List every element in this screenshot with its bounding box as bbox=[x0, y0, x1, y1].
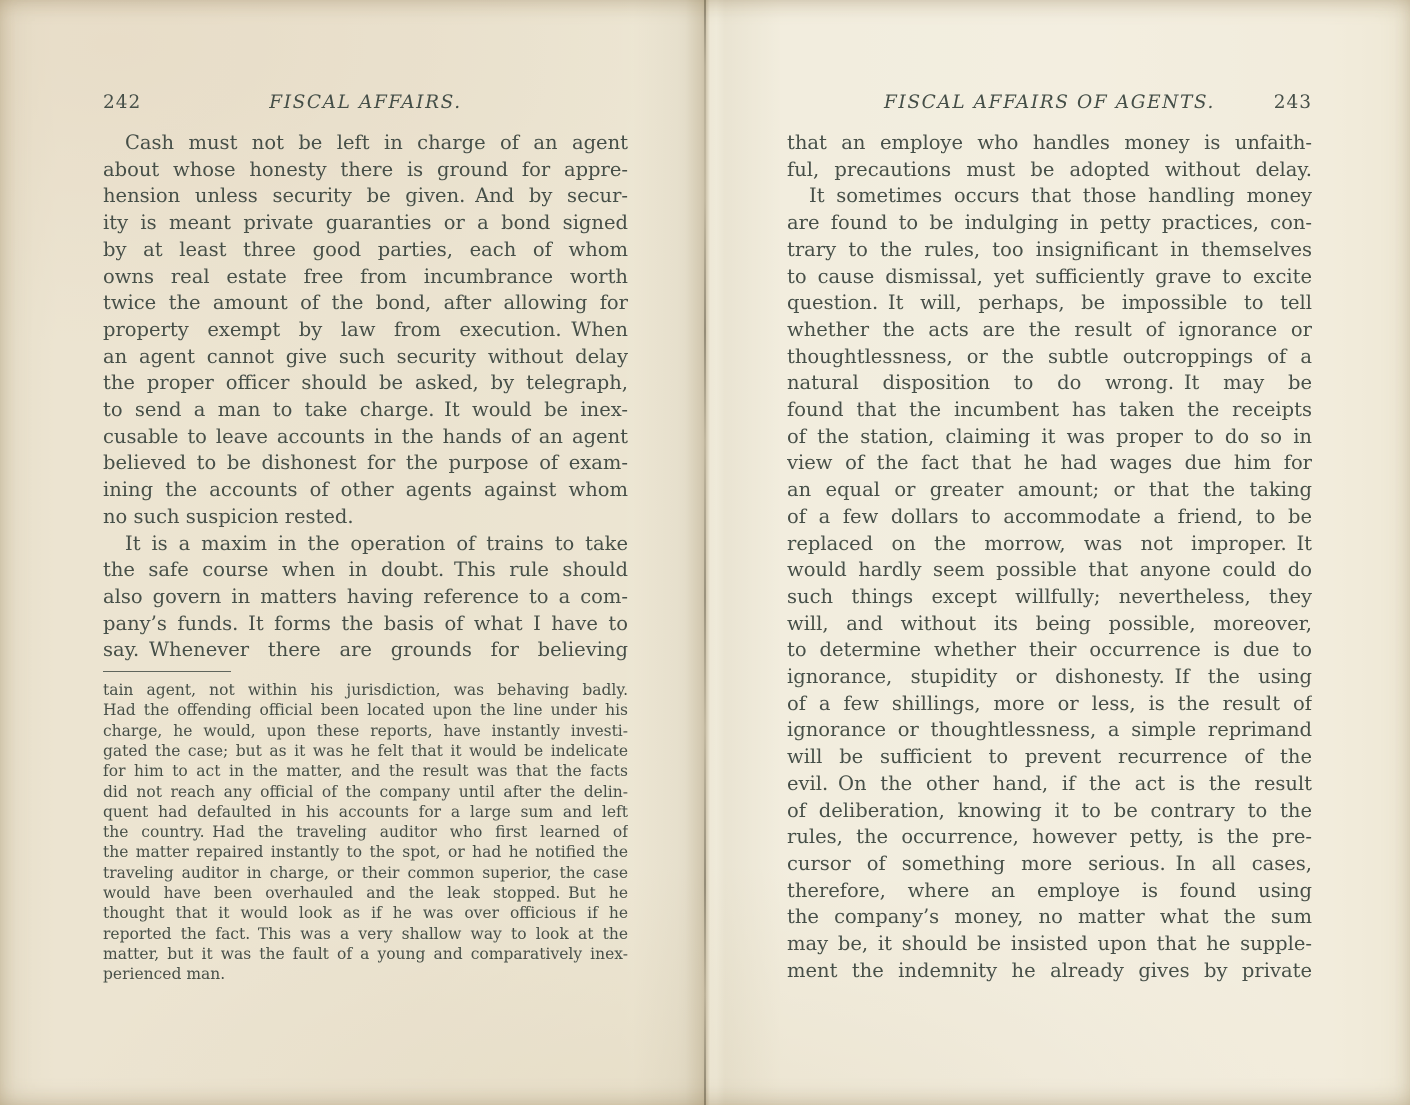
text-line: did not reach any official of the company until after the delin- bbox=[103, 782, 628, 801]
right-page bbox=[787, 92, 1312, 985]
text-line: will be sufficient to prevent recurrence of the bbox=[787, 745, 1312, 769]
text-line: such things except willfully; nevertheless, they bbox=[787, 584, 1312, 608]
left-page bbox=[103, 92, 628, 985]
text-line: may be, it should be insisted upon that he supple- bbox=[787, 932, 1312, 956]
text-line: ity is meant private guaranties or a bond signed bbox=[103, 211, 628, 235]
text-line: trary to the rules, too insignificant in themselves bbox=[787, 237, 1312, 261]
text-line: of a few dollars to accommodate a friend, to be bbox=[787, 504, 1312, 528]
text-line: that an employe who handles money is unfaith- bbox=[787, 131, 1312, 154]
left-footnote-text bbox=[103, 680, 628, 984]
text-line: perienced man. bbox=[103, 965, 226, 984]
text-line: owns real estate free from incumbrance worth bbox=[103, 264, 628, 288]
text-line: ignorance, stupidity or dishonesty. If the using bbox=[787, 665, 1312, 689]
text-line: natural disposition to do wrong. It may be bbox=[787, 371, 1312, 395]
text-line: the country. Had the traveling auditor who first learned of bbox=[103, 823, 628, 842]
text-line: rules, the occurrence, however petty, is the pre- bbox=[787, 825, 1312, 849]
text-line: to cause dismissal, yet sufficiently grave to excite bbox=[787, 264, 1312, 288]
text-line: the company’s money, no matter what the sum bbox=[787, 905, 1312, 929]
text-line: would hardly seem possible that anyone could do bbox=[787, 558, 1312, 582]
footnote-separator bbox=[103, 671, 231, 672]
text-line: about whose honesty there is ground for appre- bbox=[103, 157, 628, 181]
right-page-header bbox=[787, 92, 1312, 118]
text-line: twice the amount of the bond, after allowing for bbox=[103, 291, 628, 315]
text-line: therefore, where an employe is found using bbox=[787, 878, 1312, 902]
text-line: to determine whether their occurrence is due to bbox=[787, 638, 1312, 662]
text-line: of a few shillings, more or less, is the result of bbox=[787, 691, 1312, 715]
text-line: will, and without its being possible, moreover, bbox=[787, 611, 1312, 635]
left-page-number: 242 bbox=[103, 92, 142, 113]
text-line: Cash must not be left in charge of an agent bbox=[125, 131, 628, 154]
text-line: cusable to leave accounts in the hands of an agent bbox=[103, 424, 628, 448]
right-page-number: 243 bbox=[1273, 92, 1312, 113]
text-line: for him to act in the matter, and the result was that the facts bbox=[103, 762, 628, 781]
text-line: replaced on the morrow, was not improper. It bbox=[787, 531, 1312, 555]
left-page-header bbox=[103, 92, 628, 118]
text-line: quent had defaulted in his accounts for a large sum and left bbox=[103, 802, 628, 821]
text-line: the proper officer should be asked, by telegraph, bbox=[103, 371, 628, 395]
text-line: ignorance or thoughtlessness, a simple reprimand bbox=[787, 718, 1312, 742]
text-line: matter, but it was the fault of a young and comparatively inex- bbox=[103, 944, 628, 963]
text-line: It is a maxim in the operation of trains to take bbox=[125, 531, 628, 555]
text-line: traveling auditor in charge, or their common superior, the case bbox=[103, 863, 628, 882]
text-line: ful, precautions must be adopted without delay. bbox=[787, 157, 1312, 181]
text-line: tain agent, not within his jurisdiction, was behaving badly. bbox=[103, 681, 628, 700]
text-line: thought that it would look as if he was over officious if he bbox=[103, 904, 628, 923]
text-line: the safe course when in doubt. This rule should bbox=[103, 558, 628, 582]
text-line: thoughtlessness, or the subtle outcroppings of a bbox=[787, 344, 1312, 368]
text-line: an equal or greater amount; or that the taking bbox=[787, 478, 1312, 502]
text-line: by at least three good parties, each of whom bbox=[103, 237, 628, 261]
text-line: the matter repaired instantly to the spot, or had he notified the bbox=[103, 843, 628, 862]
gutter-crease bbox=[704, 0, 706, 1105]
text-line: hension unless security be given. And by secur- bbox=[103, 184, 628, 208]
text-line: reported the fact. This was a very shallow way to look at the bbox=[103, 924, 628, 943]
text-line: view of the fact that he had wages due him for bbox=[787, 451, 1312, 475]
text-line: are found to be indulging in petty practices, con- bbox=[787, 211, 1312, 235]
text-line: ment the indemnity he already gives by private bbox=[787, 958, 1312, 982]
text-line: say. Whenever there are grounds for believing bbox=[103, 638, 628, 662]
text-line: pany’s funds. It forms the basis of what I have to bbox=[103, 611, 628, 635]
text-line: evil. On the other hand, if the act is the result bbox=[787, 771, 1312, 795]
text-line: believed to be dishonest for the purpose of exam- bbox=[103, 451, 628, 475]
text-line: also govern in matters having reference to a com- bbox=[103, 584, 628, 608]
text-line: Had the offending official been located upon the line under his bbox=[103, 701, 628, 720]
text-line: whether the acts are the result of ignorance or bbox=[787, 317, 1312, 341]
text-line: to send a man to take charge. It would be inex- bbox=[103, 398, 628, 422]
text-line: property exempt by law from execution. When bbox=[103, 317, 628, 341]
text-line: cursor of something more serious. In all cases, bbox=[787, 851, 1312, 875]
text-line: an agent cannot give such security without delay bbox=[103, 344, 628, 368]
text-line: no such suspicion rested. bbox=[103, 504, 354, 528]
text-line: would have been overhauled and the leak stopped. But he bbox=[103, 884, 628, 903]
text-line: found that the incumbent has taken the receipts bbox=[787, 398, 1312, 422]
left-body-text bbox=[103, 130, 628, 664]
gutter-shadow bbox=[632, 0, 782, 1105]
text-line: ining the accounts of other agents against whom bbox=[103, 478, 628, 502]
text-line: gated the case; but as it was he felt that it would be indelicate bbox=[103, 741, 628, 760]
text-line: question. It will, perhaps, be impossible to tell bbox=[787, 291, 1312, 315]
text-line: charge, he would, upon these reports, have instantly investi- bbox=[103, 721, 628, 740]
text-line: of the station, claiming it was proper to do so in bbox=[787, 424, 1312, 448]
right-body-text bbox=[787, 130, 1312, 985]
left-running-title: FISCAL AFFAIRS. bbox=[269, 92, 462, 113]
right-running-title: FISCAL AFFAIRS OF AGENTS. bbox=[883, 92, 1216, 113]
text-line: It sometimes occurs that those handling money bbox=[809, 184, 1312, 208]
text-line: of deliberation, knowing it to be contrary to the bbox=[787, 798, 1312, 822]
